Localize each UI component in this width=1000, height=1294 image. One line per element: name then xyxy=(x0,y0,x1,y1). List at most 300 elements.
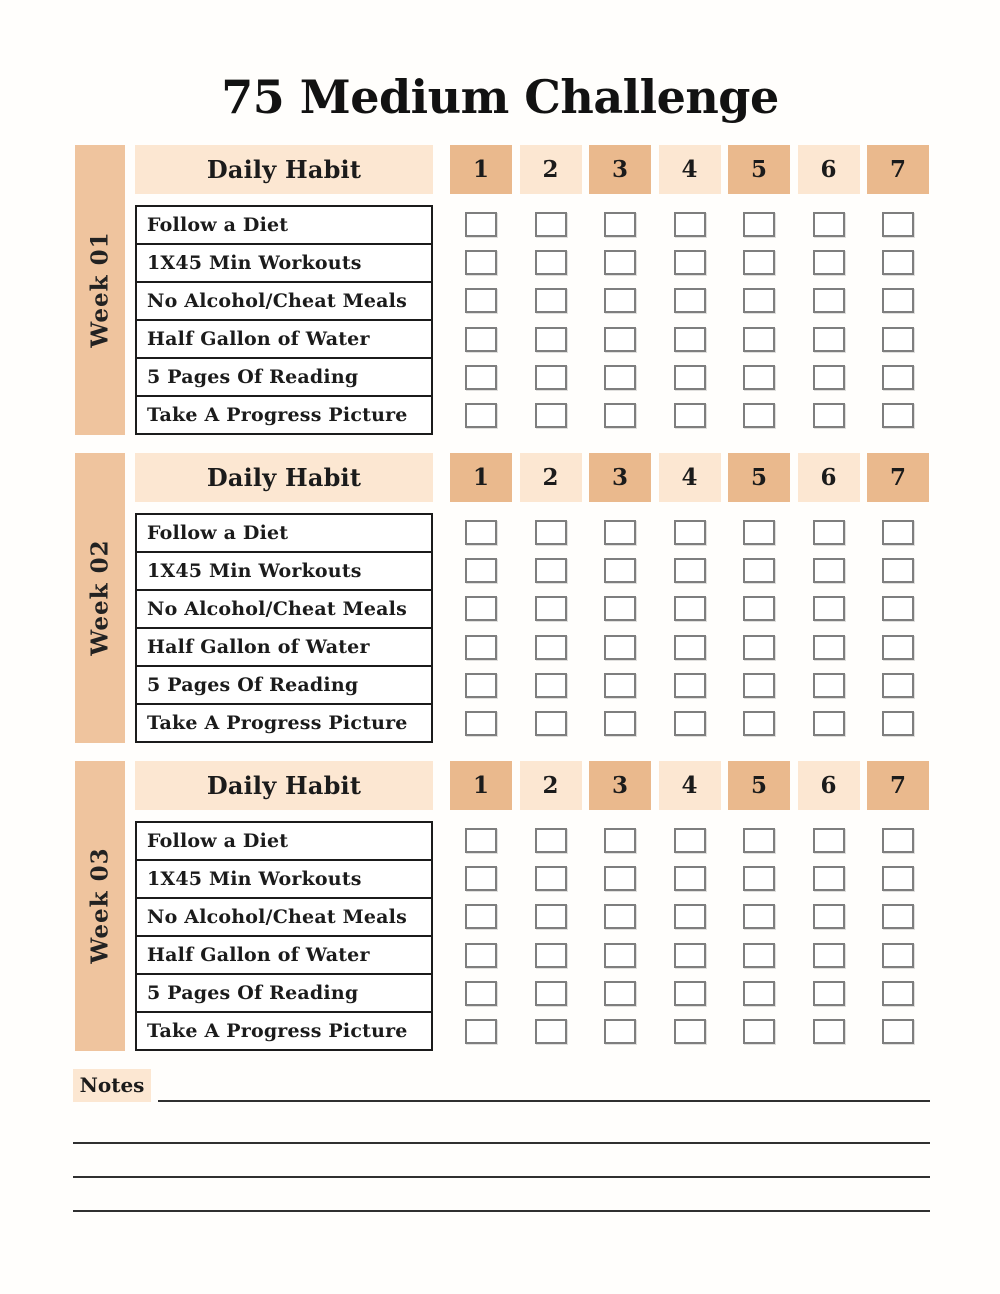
checkbox-cell xyxy=(520,365,582,390)
checkbox-cell xyxy=(589,828,651,853)
habit-checkbox-day-4[interactable] xyxy=(674,520,706,545)
habit-row: Take A Progress Picture xyxy=(147,1019,408,1042)
habit-checkbox-day-3[interactable] xyxy=(604,1019,636,1044)
week-table xyxy=(135,761,929,1051)
habit-checkbox-day-4[interactable] xyxy=(674,403,706,428)
checkbox-cell xyxy=(867,711,929,736)
checkbox-cell xyxy=(728,212,790,237)
week-section xyxy=(75,761,1000,1051)
habit-checkbox-day-1[interactable] xyxy=(465,212,497,237)
habit-checkbox-day-5[interactable] xyxy=(743,558,775,583)
checkbox-cell xyxy=(798,828,860,853)
checkbox-cell xyxy=(728,904,790,929)
day-header-2: 2 xyxy=(520,145,582,194)
habit-row: 5 Pages Of Reading xyxy=(137,975,431,1013)
habit-checkbox-day-5[interactable] xyxy=(743,327,775,352)
checkbox-cell xyxy=(659,403,721,428)
checkbox-row xyxy=(450,320,929,358)
checkbox-cell xyxy=(659,288,721,313)
day-header-4: 4 xyxy=(659,145,721,194)
habit-checkbox-day-6[interactable] xyxy=(813,673,845,698)
daily-habit-header: Daily Habit xyxy=(135,145,433,194)
checkbox-grid xyxy=(450,821,929,1051)
habit-checkbox-day-5[interactable] xyxy=(743,520,775,545)
day-header-1: 1 xyxy=(450,145,512,194)
habit-checkbox-day-1[interactable] xyxy=(465,250,497,275)
checkbox-cell xyxy=(450,403,512,428)
habit-checkbox-day-6[interactable] xyxy=(813,904,845,929)
checkbox-cell xyxy=(520,981,582,1006)
habit-checkbox-day-1[interactable] xyxy=(465,288,497,313)
habit-checkbox-day-5[interactable] xyxy=(743,365,775,390)
notes-label: Notes xyxy=(73,1069,151,1102)
checkbox-row xyxy=(450,821,929,859)
habit-row: Follow a Diet xyxy=(137,515,431,553)
day-header-4: 4 xyxy=(659,761,721,810)
checkbox-cell xyxy=(520,1019,582,1044)
checkbox-cell xyxy=(589,981,651,1006)
day-header-3: 3 xyxy=(589,145,651,194)
habit-checkbox-day-1[interactable] xyxy=(465,635,497,660)
notes-line xyxy=(73,1176,930,1178)
checkbox-cell xyxy=(589,212,651,237)
habit-checkbox-day-6[interactable] xyxy=(813,635,845,660)
checkbox-row xyxy=(450,358,929,396)
habit-checkbox-day-6[interactable] xyxy=(813,981,845,1006)
checkbox-cell xyxy=(450,904,512,929)
checkbox-cell xyxy=(798,520,860,545)
checkbox-cell xyxy=(728,828,790,853)
habit-checkbox-day-5[interactable] xyxy=(743,673,775,698)
checkbox-row xyxy=(450,666,929,704)
checkbox-row xyxy=(450,397,929,435)
checkbox-cell xyxy=(659,365,721,390)
habit-checkbox-day-4[interactable] xyxy=(674,904,706,929)
checkbox-cell xyxy=(728,673,790,698)
checkbox-row xyxy=(450,513,929,551)
habit-checkbox-day-7[interactable] xyxy=(882,520,914,545)
habit-checkbox-day-4[interactable] xyxy=(674,828,706,853)
habit-checkbox-day-4[interactable] xyxy=(674,943,706,968)
day-header-7: 7 xyxy=(867,453,929,502)
habit-checkbox-day-2[interactable] xyxy=(535,365,567,390)
checkbox-cell xyxy=(589,365,651,390)
checkbox-cell xyxy=(798,288,860,313)
habit-checkbox-day-1[interactable] xyxy=(465,403,497,428)
checkbox-cell xyxy=(728,711,790,736)
checkbox-cell xyxy=(728,943,790,968)
checkbox-cell xyxy=(867,250,929,275)
checkbox-cell xyxy=(798,327,860,352)
checkbox-cell xyxy=(798,1019,860,1044)
checkbox-cell xyxy=(520,288,582,313)
checkbox-cell xyxy=(798,403,860,428)
habit-checkbox-day-6[interactable] xyxy=(813,327,845,352)
tracker-body xyxy=(135,513,929,743)
day-header-5: 5 xyxy=(728,145,790,194)
habit-checkbox-day-6[interactable] xyxy=(813,288,845,313)
checkbox-row xyxy=(450,974,929,1012)
checkbox-cell xyxy=(798,673,860,698)
habit-checkbox-day-6[interactable] xyxy=(813,520,845,545)
habit-checkbox-day-6[interactable] xyxy=(813,365,845,390)
checkbox-cell xyxy=(589,558,651,583)
checkbox-cell xyxy=(728,403,790,428)
habit-checkbox-day-1[interactable] xyxy=(465,558,497,583)
habit-checkbox-day-2[interactable] xyxy=(535,828,567,853)
checkbox-cell xyxy=(798,866,860,891)
habit-checkbox-day-3[interactable] xyxy=(604,596,636,621)
habit-checkbox-day-1[interactable] xyxy=(465,828,497,853)
day-header-6: 6 xyxy=(798,453,860,502)
habit-checkbox-day-2[interactable] xyxy=(535,520,567,545)
habit-checkbox-day-5[interactable] xyxy=(743,711,775,736)
checkbox-cell xyxy=(798,558,860,583)
checkbox-cell xyxy=(659,635,721,660)
habit-checkbox-day-4[interactable] xyxy=(674,1019,706,1044)
habit-checkbox-day-6[interactable] xyxy=(813,866,845,891)
habit-checkbox-day-5[interactable] xyxy=(743,635,775,660)
habit-checkbox-day-1[interactable] xyxy=(465,596,497,621)
checkbox-cell xyxy=(659,212,721,237)
habit-checkbox-day-4[interactable] xyxy=(674,212,706,237)
habit-checkbox-day-5[interactable] xyxy=(743,943,775,968)
habit-checkbox-day-7[interactable] xyxy=(882,212,914,237)
habit-checkbox-day-3[interactable] xyxy=(604,943,636,968)
checkbox-cell xyxy=(589,403,651,428)
checkbox-cell xyxy=(520,327,582,352)
checkbox-row xyxy=(450,590,929,628)
week-table xyxy=(135,145,929,435)
checkbox-cell xyxy=(659,711,721,736)
habit-checkbox-day-4[interactable] xyxy=(674,365,706,390)
habit-checkbox-day-3[interactable] xyxy=(604,520,636,545)
checkbox-cell xyxy=(450,635,512,660)
checkbox-row xyxy=(450,205,929,243)
habit-checkbox-day-3[interactable] xyxy=(604,981,636,1006)
habit-checkbox-day-7[interactable] xyxy=(882,558,914,583)
habit-checkbox-day-4[interactable] xyxy=(674,558,706,583)
habit-checkbox-day-1[interactable] xyxy=(465,981,497,1006)
habit-table xyxy=(135,821,433,1051)
checkbox-cell xyxy=(728,365,790,390)
habit-checkbox-day-3[interactable] xyxy=(604,635,636,660)
habit-checkbox-day-4[interactable] xyxy=(674,635,706,660)
checkbox-cell xyxy=(728,1019,790,1044)
habit-checkbox-day-2[interactable] xyxy=(535,288,567,313)
tracker-body xyxy=(135,821,929,1051)
habit-checkbox-day-5[interactable] xyxy=(743,904,775,929)
checkbox-cell xyxy=(728,288,790,313)
habit-checkbox-day-6[interactable] xyxy=(813,1019,845,1044)
habit-table xyxy=(135,513,433,743)
habit-checkbox-day-1[interactable] xyxy=(465,1019,497,1044)
habit-checkbox-day-2[interactable] xyxy=(535,981,567,1006)
checkbox-cell xyxy=(450,250,512,275)
checkbox-cell xyxy=(867,866,929,891)
habit-checkbox-day-3[interactable] xyxy=(604,327,636,352)
day-header-4: 4 xyxy=(659,453,721,502)
checkbox-cell xyxy=(798,635,860,660)
daily-habit-header: Daily Habit xyxy=(135,453,433,502)
habit-checkbox-day-3[interactable] xyxy=(604,403,636,428)
habit-checkbox-day-2[interactable] xyxy=(535,711,567,736)
daily-habit-header: Daily Habit xyxy=(135,761,433,810)
checkbox-cell xyxy=(659,1019,721,1044)
habit-table xyxy=(135,205,433,435)
day-header-3: 3 xyxy=(589,453,651,502)
habit-checkbox-day-5[interactable] xyxy=(743,596,775,621)
habit-checkbox-day-6[interactable] xyxy=(813,828,845,853)
habit-checkbox-day-7[interactable] xyxy=(882,943,914,968)
habit-checkbox-day-3[interactable] xyxy=(604,673,636,698)
checkbox-cell xyxy=(589,673,651,698)
checkbox-cell xyxy=(520,866,582,891)
checkbox-cell xyxy=(450,673,512,698)
habit-checkbox-day-7[interactable] xyxy=(882,635,914,660)
habit-checkbox-day-2[interactable] xyxy=(535,866,567,891)
habit-checkbox-day-6[interactable] xyxy=(813,212,845,237)
habit-row: No Alcohol/Cheat Meals xyxy=(137,591,431,629)
checkbox-cell xyxy=(728,520,790,545)
checkbox-cell xyxy=(867,981,929,1006)
checkbox-cell xyxy=(520,904,582,929)
checkbox-row xyxy=(450,551,929,589)
day-header-row xyxy=(450,145,929,194)
day-header-6: 6 xyxy=(798,761,860,810)
habit-checkbox-day-3[interactable] xyxy=(604,866,636,891)
habit-checkbox-day-5[interactable] xyxy=(743,1019,775,1044)
habit-checkbox-day-4[interactable] xyxy=(674,288,706,313)
checkbox-cell xyxy=(589,288,651,313)
checkbox-cell xyxy=(520,828,582,853)
habit-checkbox-day-4[interactable] xyxy=(674,866,706,891)
habit-checkbox-day-7[interactable] xyxy=(882,904,914,929)
habit-checkbox-day-7[interactable] xyxy=(882,327,914,352)
checkbox-cell xyxy=(659,943,721,968)
habit-checkbox-day-3[interactable] xyxy=(604,711,636,736)
checkbox-grid xyxy=(450,513,929,743)
habit-checkbox-day-2[interactable] xyxy=(535,327,567,352)
checkbox-cell xyxy=(867,596,929,621)
habit-checkbox-day-2[interactable] xyxy=(535,403,567,428)
habit-row: Take A Progress Picture xyxy=(147,711,408,734)
habit-checkbox-day-1[interactable] xyxy=(465,943,497,968)
habit-row: No Alcohol/Cheat Meals xyxy=(137,283,431,321)
checkbox-cell xyxy=(520,520,582,545)
checkbox-row xyxy=(450,898,929,936)
checkbox-cell xyxy=(867,635,929,660)
checkbox-cell xyxy=(728,866,790,891)
day-header-2: 2 xyxy=(520,453,582,502)
checkbox-cell xyxy=(728,558,790,583)
habit-checkbox-day-4[interactable] xyxy=(674,711,706,736)
habit-row: 5 Pages Of Reading xyxy=(137,359,431,397)
habit-checkbox-day-1[interactable] xyxy=(465,327,497,352)
day-header-7: 7 xyxy=(867,761,929,810)
checkbox-cell xyxy=(659,520,721,545)
day-header-row xyxy=(450,761,929,810)
habit-checkbox-day-4[interactable] xyxy=(674,673,706,698)
habit-checkbox-day-2[interactable] xyxy=(535,635,567,660)
habit-checkbox-day-7[interactable] xyxy=(882,673,914,698)
habit-checkbox-day-7[interactable] xyxy=(882,596,914,621)
checkbox-cell xyxy=(589,711,651,736)
checkbox-cell xyxy=(659,673,721,698)
checkbox-cell xyxy=(520,596,582,621)
checkbox-cell xyxy=(798,904,860,929)
checkbox-cell xyxy=(867,943,929,968)
checkbox-cell xyxy=(728,635,790,660)
week-strip xyxy=(75,761,125,1051)
habit-checkbox-day-7[interactable] xyxy=(882,711,914,736)
checkbox-cell xyxy=(867,365,929,390)
habit-checkbox-day-4[interactable] xyxy=(674,981,706,1006)
checkbox-cell xyxy=(798,250,860,275)
habit-checkbox-day-6[interactable] xyxy=(813,558,845,583)
checkbox-cell xyxy=(728,596,790,621)
habit-checkbox-day-6[interactable] xyxy=(813,403,845,428)
habit-checkbox-day-5[interactable] xyxy=(743,212,775,237)
habit-checkbox-day-1[interactable] xyxy=(465,904,497,929)
checkbox-cell xyxy=(589,250,651,275)
checkbox-cell xyxy=(867,828,929,853)
habit-checkbox-day-4[interactable] xyxy=(674,596,706,621)
habit-checkbox-day-7[interactable] xyxy=(882,403,914,428)
checkbox-cell xyxy=(589,596,651,621)
notes-line xyxy=(73,1142,930,1144)
checkbox-cell xyxy=(450,711,512,736)
habit-checkbox-day-3[interactable] xyxy=(604,365,636,390)
habit-checkbox-day-6[interactable] xyxy=(813,711,845,736)
checkbox-cell xyxy=(659,250,721,275)
habit-checkbox-day-2[interactable] xyxy=(535,212,567,237)
habit-checkbox-day-5[interactable] xyxy=(743,866,775,891)
week-strip xyxy=(75,145,125,435)
checkbox-row xyxy=(450,705,929,743)
habit-row: Take A Progress Picture xyxy=(147,403,408,426)
habit-checkbox-day-7[interactable] xyxy=(882,365,914,390)
habit-checkbox-day-3[interactable] xyxy=(604,212,636,237)
habit-row: Half Gallon of Water xyxy=(137,937,431,975)
day-header-5: 5 xyxy=(728,453,790,502)
checkbox-cell xyxy=(589,635,651,660)
habit-checkbox-day-2[interactable] xyxy=(535,250,567,275)
day-header-5: 5 xyxy=(728,761,790,810)
checkbox-cell xyxy=(867,212,929,237)
checkbox-cell xyxy=(867,403,929,428)
habit-checkbox-day-1[interactable] xyxy=(465,520,497,545)
checkbox-cell xyxy=(867,558,929,583)
checkbox-cell xyxy=(728,250,790,275)
checkbox-cell xyxy=(450,558,512,583)
checkbox-cell xyxy=(728,327,790,352)
checkbox-cell xyxy=(589,520,651,545)
habit-row: 1X45 Min Workouts xyxy=(137,861,431,899)
habit-checkbox-day-7[interactable] xyxy=(882,288,914,313)
checkbox-cell xyxy=(659,327,721,352)
habit-checkbox-day-2[interactable] xyxy=(535,596,567,621)
habit-checkbox-day-7[interactable] xyxy=(882,250,914,275)
habit-checkbox-day-2[interactable] xyxy=(535,673,567,698)
checkbox-row xyxy=(450,628,929,666)
checkbox-cell xyxy=(520,212,582,237)
checkbox-cell xyxy=(798,212,860,237)
tracker-header-row xyxy=(135,453,929,502)
habit-checkbox-day-5[interactable] xyxy=(743,250,775,275)
habit-checkbox-day-4[interactable] xyxy=(674,250,706,275)
checkbox-cell xyxy=(798,596,860,621)
habit-checkbox-day-4[interactable] xyxy=(674,327,706,352)
habit-checkbox-day-5[interactable] xyxy=(743,981,775,1006)
checkbox-cell xyxy=(867,904,929,929)
checkbox-row xyxy=(450,243,929,281)
checkbox-cell xyxy=(659,866,721,891)
habit-checkbox-day-5[interactable] xyxy=(743,288,775,313)
habit-checkbox-day-6[interactable] xyxy=(813,596,845,621)
habit-checkbox-day-2[interactable] xyxy=(535,1019,567,1044)
checkbox-cell xyxy=(520,403,582,428)
checkbox-cell xyxy=(450,943,512,968)
habit-checkbox-day-7[interactable] xyxy=(882,866,914,891)
checkbox-cell xyxy=(867,520,929,545)
checkbox-cell xyxy=(659,904,721,929)
habit-checkbox-day-2[interactable] xyxy=(535,943,567,968)
checkbox-cell xyxy=(450,212,512,237)
habit-checkbox-day-5[interactable] xyxy=(743,403,775,428)
week-label: Week 01 xyxy=(86,231,114,348)
habit-checkbox-day-6[interactable] xyxy=(813,250,845,275)
day-header-3: 3 xyxy=(589,761,651,810)
habit-row: Half Gallon of Water xyxy=(137,629,431,667)
checkbox-cell xyxy=(450,1019,512,1044)
habit-checkbox-day-3[interactable] xyxy=(604,288,636,313)
checkbox-cell xyxy=(589,904,651,929)
week-label: Week 03 xyxy=(86,847,114,964)
habit-checkbox-day-6[interactable] xyxy=(813,943,845,968)
checkbox-cell xyxy=(450,828,512,853)
habit-checkbox-day-3[interactable] xyxy=(604,828,636,853)
habit-checkbox-day-2[interactable] xyxy=(535,904,567,929)
checkbox-cell xyxy=(450,596,512,621)
habit-row: Follow a Diet xyxy=(137,823,431,861)
habit-checkbox-day-3[interactable] xyxy=(604,558,636,583)
habit-row: 5 Pages Of Reading xyxy=(137,667,431,705)
checkbox-cell xyxy=(867,1019,929,1044)
day-header-row xyxy=(450,453,929,502)
habit-row: 1X45 Min Workouts xyxy=(137,553,431,591)
habit-checkbox-day-5[interactable] xyxy=(743,828,775,853)
habit-checkbox-day-1[interactable] xyxy=(465,711,497,736)
checkbox-grid xyxy=(450,205,929,435)
checkbox-cell xyxy=(589,1019,651,1044)
habit-checkbox-day-3[interactable] xyxy=(604,250,636,275)
habit-checkbox-day-1[interactable] xyxy=(465,365,497,390)
page-title: 75 Medium Challenge xyxy=(221,70,779,124)
day-header-1: 1 xyxy=(450,761,512,810)
habit-checkbox-day-1[interactable] xyxy=(465,866,497,891)
checkbox-cell xyxy=(589,866,651,891)
habit-checkbox-day-7[interactable] xyxy=(882,981,914,1006)
checkbox-cell xyxy=(450,288,512,313)
habit-checkbox-day-1[interactable] xyxy=(465,673,497,698)
habit-checkbox-day-7[interactable] xyxy=(882,828,914,853)
checkbox-cell xyxy=(450,866,512,891)
habit-checkbox-day-7[interactable] xyxy=(882,1019,914,1044)
habit-checkbox-day-3[interactable] xyxy=(604,904,636,929)
tracker-header-row xyxy=(135,761,929,810)
habit-checkbox-day-2[interactable] xyxy=(535,558,567,583)
